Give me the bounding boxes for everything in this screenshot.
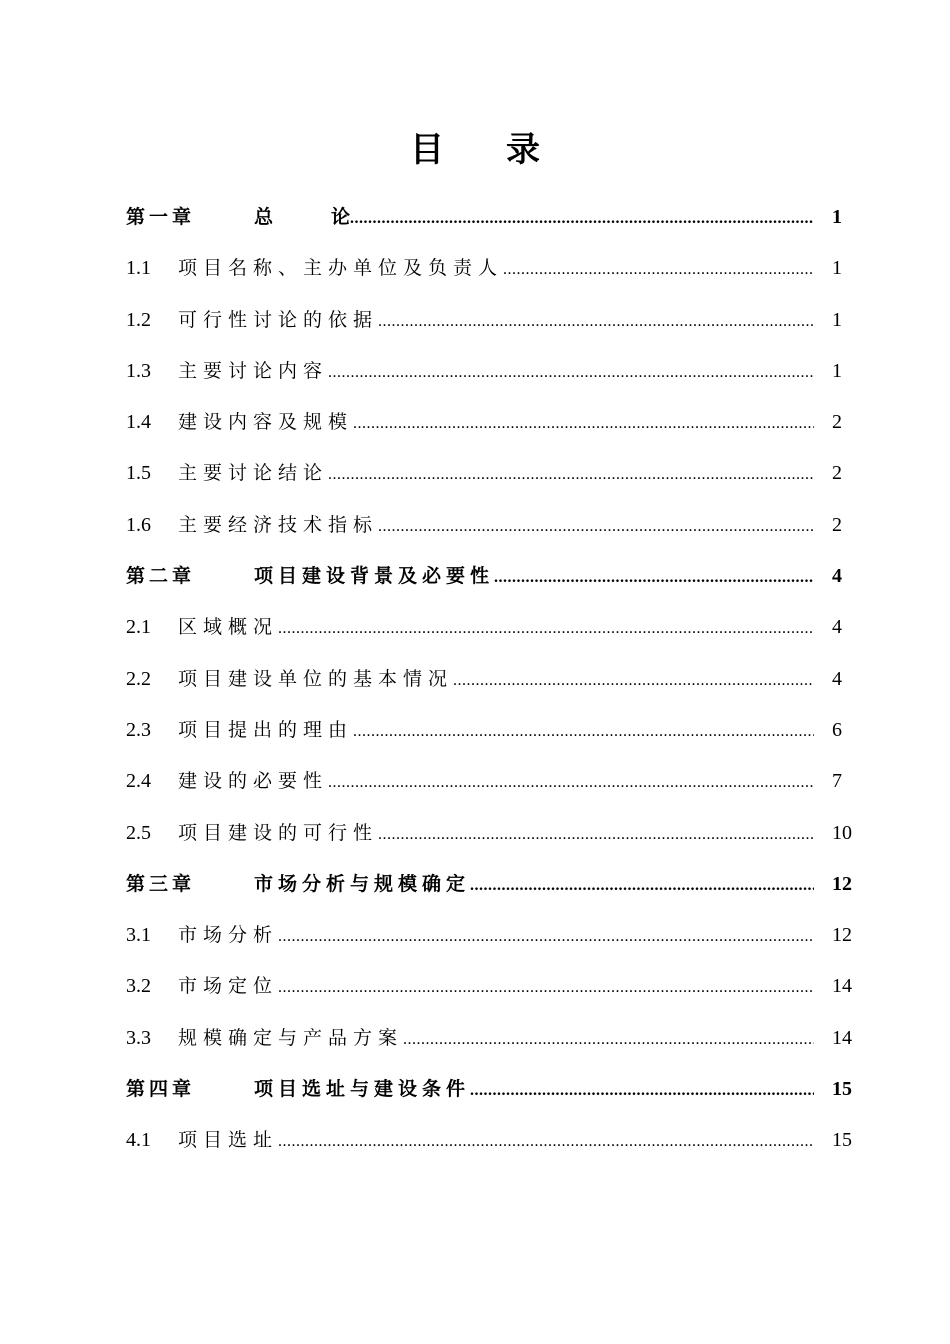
- toc-section-number: 2.1: [126, 616, 151, 639]
- toc-leader-dots: [378, 809, 814, 860]
- toc-chapter-title-part-1: 总: [254, 206, 274, 228]
- toc-section-number: 1.5: [126, 462, 151, 485]
- toc-leader-dots: [503, 244, 814, 295]
- toc-section-number: 4.1: [126, 1129, 151, 1152]
- toc-section-title: 主要讨论结论: [178, 462, 329, 485]
- toc-chapter-1[interactable]: [126, 192, 864, 243]
- toc-chapter-number: 第二章: [126, 565, 196, 588]
- toc-page-number: 14: [832, 1026, 852, 1049]
- toc-section-1-6[interactable]: [126, 500, 864, 551]
- toc-page-number: 15: [832, 1078, 852, 1101]
- toc-section-2-1[interactable]: [126, 602, 864, 653]
- toc-section-1-3[interactable]: [126, 346, 864, 397]
- toc-section-number: 2.3: [126, 718, 151, 741]
- toc-leader-dots: [453, 655, 814, 706]
- table-of-contents: [126, 192, 864, 1167]
- toc-page-number: 7: [832, 770, 842, 793]
- toc-section-1-4[interactable]: [126, 397, 864, 448]
- toc-page-number: 2: [832, 411, 842, 434]
- toc-section-2-3[interactable]: [126, 705, 864, 756]
- toc-chapter-title: 项目选址与建设条件: [254, 1078, 471, 1101]
- toc-leader-dots: [278, 603, 814, 654]
- toc-page-number: 1: [832, 206, 842, 228]
- toc-page-number: 2: [832, 513, 842, 536]
- toc-section-2-2[interactable]: [126, 654, 864, 705]
- toc-leader-dots: [328, 757, 814, 808]
- toc-section-1-5[interactable]: [126, 448, 864, 499]
- toc-section-number: 1.3: [126, 359, 151, 382]
- toc-leader-dots: [470, 1065, 814, 1116]
- page-title: [0, 126, 950, 174]
- toc-page-number: 12: [832, 924, 852, 947]
- toc-section-number: 3.3: [126, 1026, 151, 1049]
- toc-chapter-number: 第四章: [126, 1078, 196, 1101]
- toc-chapter-title: 市场分析与规模确定: [254, 872, 471, 895]
- toc-page-number: 1: [832, 359, 842, 382]
- toc-chapter-number: 第三章: [126, 872, 196, 895]
- toc-page-number: 14: [832, 975, 852, 998]
- toc-section-number: 2.5: [126, 821, 151, 844]
- toc-leader-dots: [378, 501, 814, 552]
- toc-leader-dots: [350, 193, 814, 244]
- toc-section-title: 主要经济技术指标: [178, 513, 379, 536]
- toc-page-number: 4: [832, 616, 842, 639]
- toc-section-title: 区域概况: [178, 616, 279, 639]
- toc-leader-dots: [278, 962, 814, 1013]
- toc-section-title: 项目提出的理由: [178, 718, 354, 741]
- toc-page-number: 6: [832, 718, 842, 741]
- toc-section-title: 项目建设单位的基本情况: [178, 667, 454, 690]
- toc-chapter-title-part-2: 论: [331, 206, 351, 228]
- toc-section-number: 1.2: [126, 308, 151, 331]
- toc-page-number: 10: [832, 821, 852, 844]
- toc-leader-dots: [353, 398, 814, 449]
- toc-section-number: 1.6: [126, 513, 151, 536]
- toc-section-3-1[interactable]: [126, 910, 864, 961]
- toc-section-title: 市场定位: [178, 975, 279, 998]
- toc-leader-dots: [403, 1014, 814, 1065]
- toc-leader-dots: [278, 1116, 814, 1167]
- toc-chapter-number: 第一章: [126, 206, 196, 228]
- toc-page-number: 1: [832, 257, 842, 280]
- toc-section-title: 项目名称、主办单位及负责人: [178, 257, 504, 280]
- toc-section-number: 1.1: [126, 257, 151, 280]
- toc-page-number: 12: [832, 872, 852, 895]
- toc-page-number: 4: [832, 667, 842, 690]
- toc-section-number: 3.1: [126, 924, 151, 947]
- toc-leader-dots: [470, 860, 814, 911]
- toc-leader-dots: [353, 706, 814, 757]
- toc-page-number: 15: [832, 1129, 852, 1152]
- toc-page-number: 2: [832, 462, 842, 485]
- toc-section-3-2[interactable]: [126, 961, 864, 1012]
- toc-page-number: 4: [832, 565, 842, 588]
- toc-section-number: 3.2: [126, 975, 151, 998]
- toc-section-title: 建设的必要性: [178, 770, 329, 793]
- toc-section-title: 市场分析: [178, 924, 279, 947]
- toc-page-number: 1: [832, 308, 842, 331]
- toc-chapter-title: 项目建设背景及必要性: [254, 565, 495, 588]
- toc-leader-dots: [328, 347, 814, 398]
- toc-leader-dots: [328, 449, 814, 500]
- toc-section-number: 2.2: [126, 667, 151, 690]
- toc-section-title: 规模确定与产品方案: [178, 1026, 404, 1049]
- toc-leader-dots: [378, 296, 814, 347]
- toc-section-2-5[interactable]: [126, 808, 864, 859]
- toc-leader-dots: [494, 552, 814, 603]
- toc-section-1-1[interactable]: [126, 243, 864, 294]
- toc-chapter-title: [254, 192, 350, 243]
- title-char-1: 目: [410, 130, 444, 170]
- toc-section-3-3[interactable]: [126, 1013, 864, 1064]
- toc-section-1-2[interactable]: [126, 295, 864, 346]
- toc-leader-dots: [278, 911, 814, 962]
- toc-section-title: 可行性讨论的依据: [178, 308, 379, 331]
- toc-section-title: 建设内容及规模: [178, 411, 354, 434]
- toc-section-number: 1.4: [126, 411, 151, 434]
- toc-section-2-4[interactable]: [126, 756, 864, 807]
- toc-section-number: 2.4: [126, 770, 151, 793]
- toc-section-4-1[interactable]: [126, 1115, 864, 1166]
- title-char-2: 录: [506, 130, 540, 170]
- toc-chapter-2[interactable]: [126, 551, 864, 602]
- toc-chapter-3[interactable]: [126, 859, 864, 910]
- toc-chapter-4[interactable]: [126, 1064, 864, 1115]
- toc-section-title: 主要讨论内容: [178, 359, 329, 382]
- toc-section-title: 项目选址: [178, 1129, 279, 1152]
- toc-section-title: 项目建设的可行性: [178, 821, 379, 844]
